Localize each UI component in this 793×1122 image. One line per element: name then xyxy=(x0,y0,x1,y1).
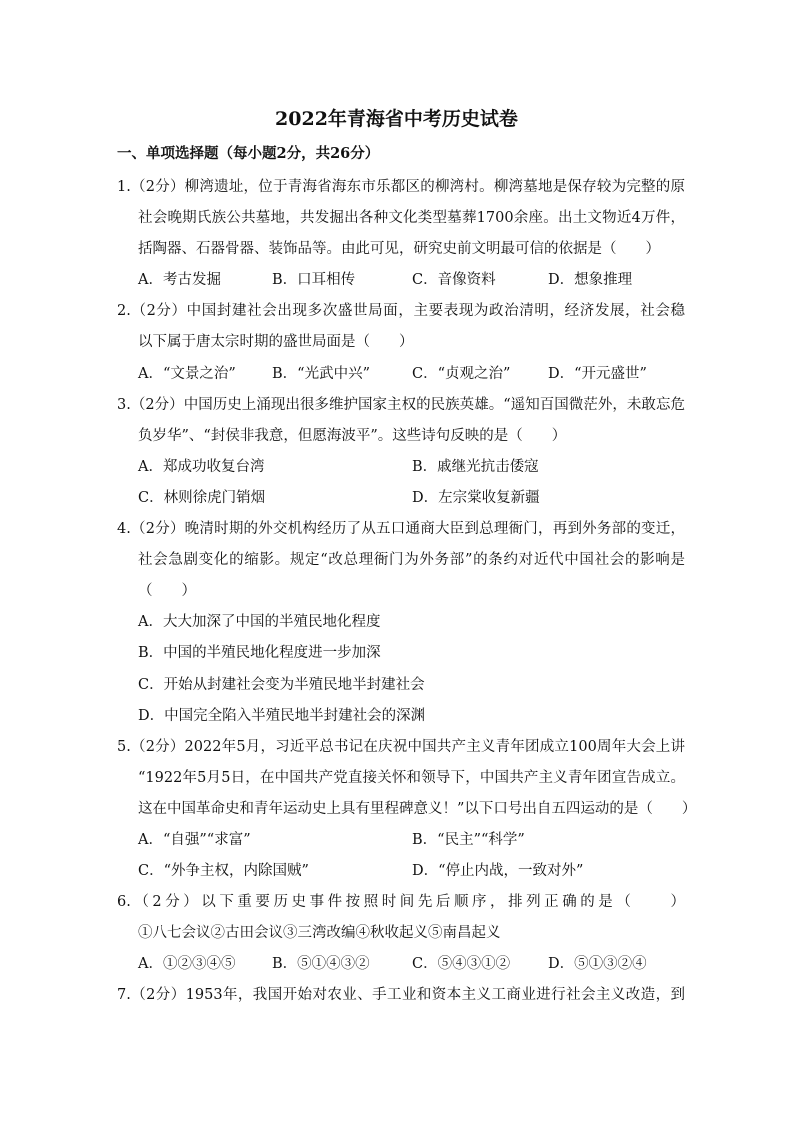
question-3 xyxy=(117,390,685,514)
option-B: B．口耳相传 xyxy=(272,272,356,289)
question-stem: 3.（2分）中国历史上涌现出很多维护国家主权的民族英雄。“遥知百国微茫外，未敢忘危 xyxy=(117,396,685,413)
options-row xyxy=(117,949,685,980)
option-B: B．“民主”“科学” xyxy=(412,831,525,848)
option-B: B．“光武中兴” xyxy=(272,365,370,382)
question-stem-line: “1922年5月5日，在中国共产党直接关怀和领导下，中国共产主义青年团宣告成立。 xyxy=(138,769,685,786)
question-stem: 4.（2分）晚清时期的外交机构经历了从五口通商大臣到总理衙门，再到外务部的变迁， xyxy=(117,521,685,538)
section-heading: 一、单项选择题（每小题2分，共26分） xyxy=(117,145,380,162)
option-D: D．“开元盛世” xyxy=(548,365,647,382)
question-list xyxy=(117,172,697,1012)
question-5 xyxy=(117,732,697,887)
option-C: C．林则徐虎门销烟 xyxy=(138,489,266,506)
question-stem: 2.（2分）中国封建社会出现多次盛世局面，主要表现为政治清明，经济发展，社会稳 xyxy=(117,303,685,320)
question-stem-line: （ ） xyxy=(138,583,196,600)
question-stem: 1.（2分）柳湾遗址，位于青海省海东市乐都区的柳湾村。柳湾墓地是保存较为完整的原 xyxy=(117,179,685,195)
option-A: A．①②③④⑤ xyxy=(138,956,236,973)
option-B: B．戚继光抗击倭寇 xyxy=(412,458,539,475)
question-stem: 5.（2分）2022年5月，习近平总书记在庆祝中国共产主义青年团成立100周年大会上讲 xyxy=(117,738,685,755)
question-stem-line: 这在中国革命史和青年运动史上具有里程碑意义！”以下口号出自五四运动的是（ ） xyxy=(138,800,697,817)
option-C: C．音像资料 xyxy=(412,272,496,289)
question-stem-line: 以下属于唐太宗时期的盛世局面是（ ） xyxy=(138,334,414,351)
question-stem: 6.（2分）以下重要历史事件按照时间先后顺序，排列正确的是（ ） xyxy=(117,894,685,911)
option-B: B．⑤①④③② xyxy=(272,956,370,973)
option-D: D．左宗棠收复新疆 xyxy=(412,489,540,506)
question-6 xyxy=(117,887,685,980)
option-B: B．中国的半殖民地化程度进一步加深 xyxy=(138,645,381,662)
question-7 xyxy=(117,980,685,1011)
option-C: C．“贞观之治” xyxy=(412,365,511,382)
question-stem-line: 负岁华”、“封侯非我意，但愿海波平”。这些诗句反映的是（ ） xyxy=(138,427,567,444)
options-row xyxy=(117,359,685,390)
option-A: A．大大加深了中国的半殖民地化程度 xyxy=(138,614,381,631)
question-stem-line: 社会晚期氏族公共墓地，共发掘出各种文化类型墓葬1700余座。出土文物近4万件， xyxy=(138,210,685,227)
option-A: A．“文景之治” xyxy=(138,365,236,382)
option-D: D．“停止内战，一致对外” xyxy=(412,863,584,880)
option-A: A．郑成功收复台湾 xyxy=(138,458,265,475)
options-row xyxy=(117,265,685,296)
question-stem-line: 社会急剧变化的缩影。规定“改总理衙门为外务部”的条约对近代中国社会的影响是 xyxy=(138,552,685,569)
options-row xyxy=(117,483,685,514)
option-C: C．⑤④③①② xyxy=(412,956,511,973)
option-A: A．考古发掘 xyxy=(138,272,221,289)
options-row xyxy=(117,452,685,483)
option-C: C．“外争主权，内除国贼” xyxy=(138,863,309,880)
option-D: D．中国完全陷入半殖民地半封建社会的深渊 xyxy=(138,707,426,724)
option-D: D．想象推理 xyxy=(548,272,633,289)
options-row xyxy=(117,825,685,856)
option-C: C．开始从封建社会变为半殖民地半封建社会 xyxy=(138,676,425,693)
page-title: 2022年青海省中考历史试卷 xyxy=(275,108,518,130)
option-D: D．⑤①③②④ xyxy=(548,956,647,973)
option-A: A．“自强”“求富” xyxy=(138,831,251,848)
options-row xyxy=(117,856,685,887)
question-4 xyxy=(117,514,685,732)
question-stem: 7.（2分）1953年，我国开始对农业、手工业和资本主义工商业进行社会主义改造，到 xyxy=(117,987,685,1004)
question-1 xyxy=(117,172,685,296)
question-2 xyxy=(117,296,685,389)
question-stem-line: ①八七会议②古田会议③三湾改编④秋收起义⑤南昌起义 xyxy=(138,925,501,942)
question-stem-line: 括陶器、石器骨器、装饰品等。由此可见，研究史前文明最可信的依据是（ ） xyxy=(138,241,660,258)
